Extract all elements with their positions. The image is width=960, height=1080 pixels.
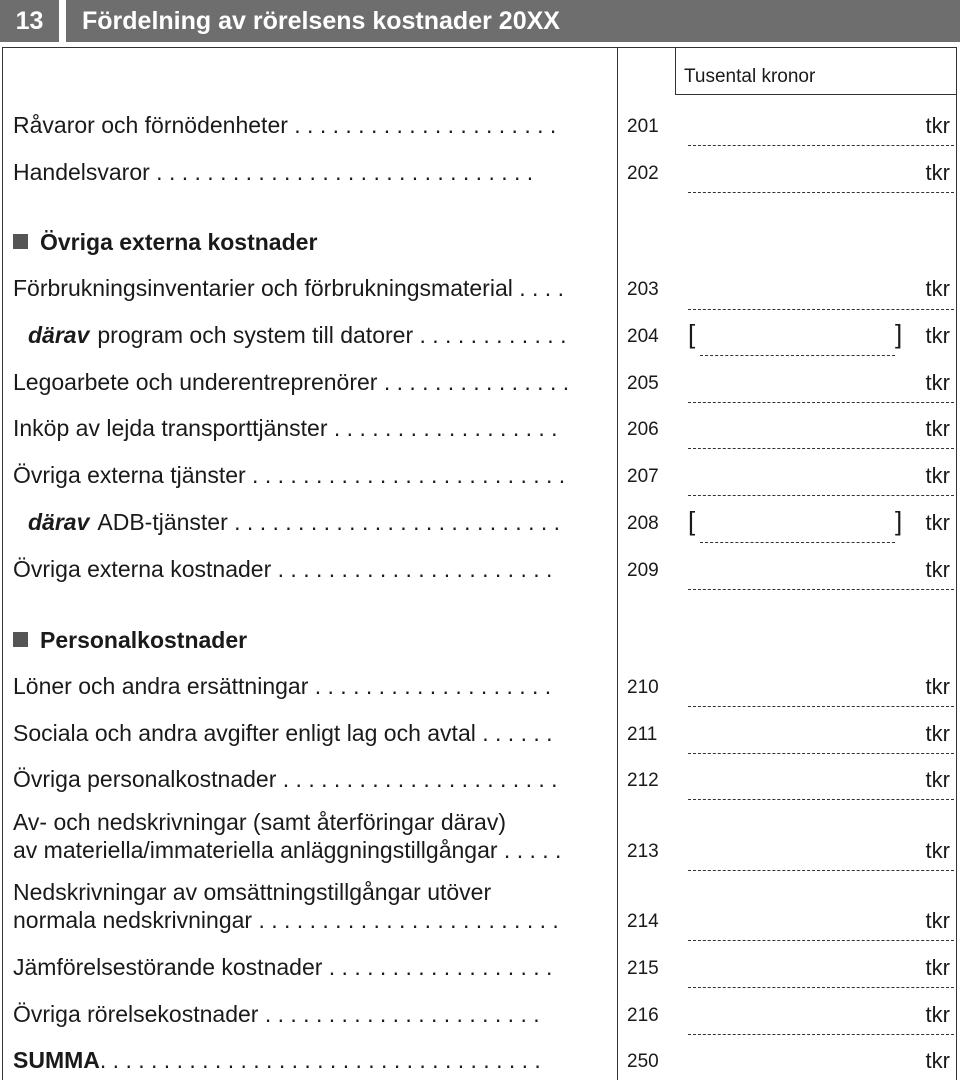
row-code-203: 203 bbox=[627, 279, 659, 300]
section-heading-personal bbox=[13, 626, 247, 654]
row-code-214: 214 bbox=[627, 911, 659, 932]
bracket-close-icon: ] bbox=[895, 506, 903, 536]
row-unit-203: tkr bbox=[925, 276, 950, 301]
row-label-209: Övriga externa kostnader . . . . . . . . . . . . . . . . . . . . . . bbox=[13, 556, 553, 582]
row-label-213-line1: Av- och nedskrivningar (samt återföringar därav) bbox=[13, 809, 507, 835]
row-label-212: Övriga personalkostnader . . . . . . . . . . . . . . . . . . . . . . bbox=[13, 766, 558, 792]
input-field-205[interactable] bbox=[688, 402, 954, 403]
row-unit-202: tkr bbox=[925, 160, 950, 185]
row-unit-205: tkr bbox=[925, 370, 950, 395]
input-field-213[interactable] bbox=[688, 870, 954, 871]
row-unit-214: tkr bbox=[925, 908, 950, 933]
square-bullet-icon bbox=[13, 632, 28, 647]
row-prefix-204: därav bbox=[28, 322, 90, 348]
row-label-207: Övriga externa tjänster . . . . . . . . . . . . . . . . . . . . . . . . . bbox=[13, 462, 566, 488]
row-unit-250: tkr bbox=[925, 1048, 950, 1073]
row-unit-216: tkr bbox=[925, 1002, 950, 1027]
row-code-213: 213 bbox=[627, 841, 659, 862]
input-field-215[interactable] bbox=[688, 987, 954, 988]
row-code-250: 250 bbox=[627, 1051, 659, 1072]
section-number: 13 bbox=[0, 0, 59, 42]
row-unit-210: tkr bbox=[925, 674, 950, 699]
input-field-211[interactable] bbox=[688, 753, 954, 754]
input-field-207[interactable] bbox=[688, 495, 954, 496]
row-unit-212: tkr bbox=[925, 767, 950, 792]
row-code-202: 202 bbox=[627, 163, 659, 184]
row-code-210: 210 bbox=[627, 677, 659, 698]
input-field-206[interactable] bbox=[688, 448, 954, 449]
row-label-202: Handelsvaror . . . . . . . . . . . . . . . . . . . . . . . . . . . . . . bbox=[13, 159, 534, 185]
section-title: Fördelning av rörelsens kostnader 20XX bbox=[66, 0, 960, 42]
units-label: Tusental kronor bbox=[684, 66, 816, 87]
input-field-210[interactable] bbox=[688, 706, 954, 707]
row-label-text-204: program och system till datorer . . . . . . . . . . . . bbox=[97, 322, 567, 348]
units-underline bbox=[675, 94, 957, 95]
bracket-open-icon: [ bbox=[688, 319, 696, 349]
row-label-205: Legoarbete och underentreprenörer . . . . . . . . . . . . . . . bbox=[13, 369, 570, 395]
row-code-204: 204 bbox=[627, 326, 659, 347]
input-field-201[interactable] bbox=[688, 145, 954, 146]
square-bullet-icon bbox=[13, 234, 28, 249]
units-divider bbox=[675, 47, 676, 95]
bracket-close-icon: ] bbox=[895, 319, 903, 349]
row-code-215: 215 bbox=[627, 958, 659, 979]
row-code-216: 216 bbox=[627, 1005, 659, 1026]
row-code-208: 208 bbox=[627, 513, 659, 534]
bracket-open-icon: [ bbox=[688, 506, 696, 536]
row-label-201: Råvaror och förnödenheter . . . . . . . . . . . . . . . . . . . . . bbox=[13, 112, 557, 138]
row-label-206: Inköp av lejda transporttjänster . . . . . . . . . . . . . . . . . . bbox=[13, 415, 558, 441]
row-code-212: 212 bbox=[627, 770, 659, 791]
row-code-209: 209 bbox=[627, 560, 659, 581]
input-field-216[interactable] bbox=[688, 1034, 954, 1035]
row-code-211: 211 bbox=[627, 724, 658, 745]
row-label-204 bbox=[28, 321, 566, 349]
row-unit-206: tkr bbox=[925, 416, 950, 441]
input-field-209[interactable] bbox=[688, 589, 954, 590]
section-heading-text: Övriga externa kostnader bbox=[40, 229, 318, 255]
input-field-208[interactable] bbox=[700, 542, 895, 543]
row-code-206: 206 bbox=[627, 419, 659, 440]
row-unit-209: tkr bbox=[925, 557, 950, 582]
row-label-211: Sociala och andra avgifter enligt lag och avtal . . . . . . bbox=[13, 720, 553, 746]
section-heading-text: Personalkostnader bbox=[40, 627, 248, 653]
row-unit-204: tkr bbox=[925, 323, 950, 348]
summa-label: SUMMA bbox=[13, 1047, 100, 1073]
row-unit-201: tkr bbox=[925, 113, 950, 138]
row-label-215: Jämförelsestörande kostnader . . . . . . . . . . . . . . . . . . bbox=[13, 954, 553, 980]
row-label-250 bbox=[13, 1046, 541, 1074]
row-unit-207: tkr bbox=[925, 463, 950, 488]
section-header bbox=[0, 0, 960, 42]
row-unit-208: tkr bbox=[925, 510, 950, 535]
row-label-210: Löner och andra ersättningar . . . . . . . . . . . . . . . . . . . bbox=[13, 673, 552, 699]
row-unit-215: tkr bbox=[925, 955, 950, 980]
input-field-203[interactable] bbox=[688, 309, 954, 310]
input-field-204[interactable] bbox=[700, 355, 895, 356]
input-field-202[interactable] bbox=[688, 192, 954, 193]
row-label-208 bbox=[28, 508, 560, 536]
section-heading-externa bbox=[13, 228, 317, 256]
row-code-207: 207 bbox=[627, 466, 659, 487]
row-unit-211: tkr bbox=[925, 721, 950, 746]
row-code-201: 201 bbox=[627, 116, 659, 137]
row-label-214: normala nedskrivningar . . . . . . . . . . . . . . . . . . . . . . . . bbox=[13, 907, 559, 933]
row-label-216: Övriga rörelsekostnader . . . . . . . . . . . . . . . . . . . . . . bbox=[13, 1001, 540, 1027]
row-code-205: 205 bbox=[627, 373, 659, 394]
code-column-divider bbox=[617, 47, 618, 1080]
row-label-text-208: ADB-tjänster . . . . . . . . . . . . . . . . . . . . . . . . . . bbox=[97, 509, 561, 535]
row-unit-213: tkr bbox=[925, 838, 950, 863]
row-label-dots-250: . . . . . . . . . . . . . . . . . . . . . . . . . . . . . . . . . . . bbox=[99, 1047, 541, 1073]
input-field-214[interactable] bbox=[688, 940, 954, 941]
input-field-212[interactable] bbox=[688, 799, 954, 800]
row-prefix-208: därav bbox=[28, 509, 90, 535]
row-label-203: Förbrukningsinventarier och förbrukningsmaterial . . . . bbox=[13, 275, 564, 301]
row-label-213: av materiella/immateriella anläggningstillgångar . . . . . bbox=[13, 837, 562, 863]
row-label-214-line1: Nedskrivningar av omsättningstillgångar utöver bbox=[13, 879, 492, 905]
